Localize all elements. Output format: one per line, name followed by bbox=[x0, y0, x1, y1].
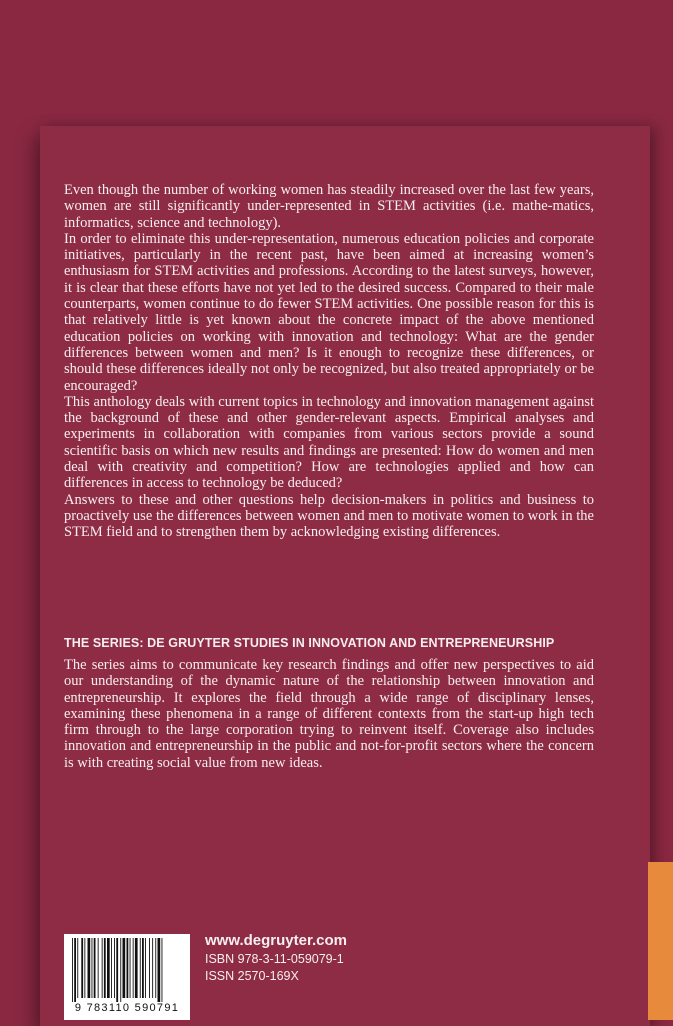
barcode-bar bbox=[104, 938, 106, 998]
barcode-bars bbox=[70, 938, 184, 1002]
barcode-bar bbox=[102, 938, 103, 998]
barcode-bar bbox=[133, 938, 134, 998]
barcode-bar bbox=[155, 938, 156, 998]
barcode-bar bbox=[84, 938, 85, 998]
publisher-info bbox=[205, 931, 347, 985]
barcode-bar bbox=[152, 938, 153, 998]
book-description bbox=[64, 182, 594, 541]
description-paragraph-2: In order to eliminate this under-representation, numerous education policies and corporate initiatives, particularly in the recent past, have been aimed at increasing women’s enthusiasm for STEM activities and professions. According to the latest surveys, however, it is clear that these efforts have not yet led to the desired success. Compared to their male counterparts, women continue to do fewer STEM activities. One possible reason for this is that relatively little is yet known about the concrete impact of the above mentioned education policies on working with innovation and technology: What are the gender differences between women and men? Is it enough to recognize these differences, or should these differences ideally not only be recognized, but also treated appropriately or be encouraged? bbox=[64, 230, 594, 394]
description-paragraph-1: Even though the number of working women has steadily increased over the last few years, women are still significantly under-represented in STEM activities (i.e. mathe-matics, informatics, science and technology). bbox=[64, 182, 594, 231]
barcode-bar bbox=[123, 938, 126, 998]
isbn-number: ISBN 978-3-11-059079-1 bbox=[205, 952, 344, 966]
barcode-bar bbox=[74, 938, 76, 1002]
barcode-bar bbox=[72, 938, 73, 1002]
publisher-url[interactable]: www.degruyter.com bbox=[205, 932, 347, 949]
barcode-bar bbox=[162, 938, 163, 1002]
barcode-bar bbox=[135, 938, 138, 998]
barcode-bar bbox=[127, 938, 129, 998]
barcode-bar bbox=[94, 938, 96, 998]
barcode-bar bbox=[114, 938, 115, 998]
barcode-bar bbox=[98, 938, 99, 998]
barcode-bar bbox=[88, 938, 91, 998]
barcode-bar bbox=[130, 938, 131, 998]
barcode-bar bbox=[149, 938, 150, 998]
barcode-bar bbox=[145, 938, 146, 998]
series-description-text: The series aims to communicate key research findings and offer new perspectives to aid our understanding of the dynamic nature of the relationship between innovation and entrepreneurship. It explores the field through a wide range of disciplinary lenses, examining these phenomena in a range of different contexts from the start-up high tech firm through to the large corporation trying to reinvent itself. Coverage also includes innovation and entrepreneurship in the public and not-for-profit sectors where the concern is with creating social value from new ideas. bbox=[64, 657, 594, 771]
barcode-bar bbox=[111, 938, 112, 998]
isbn-barcode bbox=[64, 934, 190, 1020]
series-heading: THE SERIES: DE GRUYTER STUDIES IN INNOVATION AND ENTREPRENEURSHIP bbox=[64, 636, 555, 650]
barcode-bar bbox=[107, 938, 110, 998]
barcode-bar bbox=[158, 938, 161, 1002]
barcode-bar bbox=[142, 938, 144, 998]
orange-spine-accent bbox=[648, 862, 673, 1020]
description-paragraph-4: Answers to these and other questions help decision-makers in politics and business to proactively use the differences between women and men to motivate women to work in the STEM field and to strengthen them by acknowledging existing differences. bbox=[64, 491, 594, 541]
barcode-bar bbox=[81, 938, 83, 998]
barcode-bar bbox=[120, 938, 121, 1002]
barcode-bar bbox=[140, 938, 141, 998]
barcode-digits: 9 783110 590791 bbox=[74, 1002, 180, 1014]
series-description bbox=[64, 657, 594, 771]
barcode-bar bbox=[77, 938, 78, 998]
barcode-bar bbox=[92, 938, 93, 998]
barcode-bar bbox=[116, 938, 118, 1002]
issn-number: ISSN 2570-169X bbox=[205, 969, 299, 983]
description-paragraph-3: This anthology deals with current topics in technology and innovation management against the background of these and other gender-relevant aspects. Empirical analyses and experiments in collaboration with companies from various sectors provide a sound scientific basis on which new results and findings are presented: How do women and men deal with creativity and competition? How are technologies applied and how can differences in access to technology be deduced? bbox=[64, 393, 594, 492]
